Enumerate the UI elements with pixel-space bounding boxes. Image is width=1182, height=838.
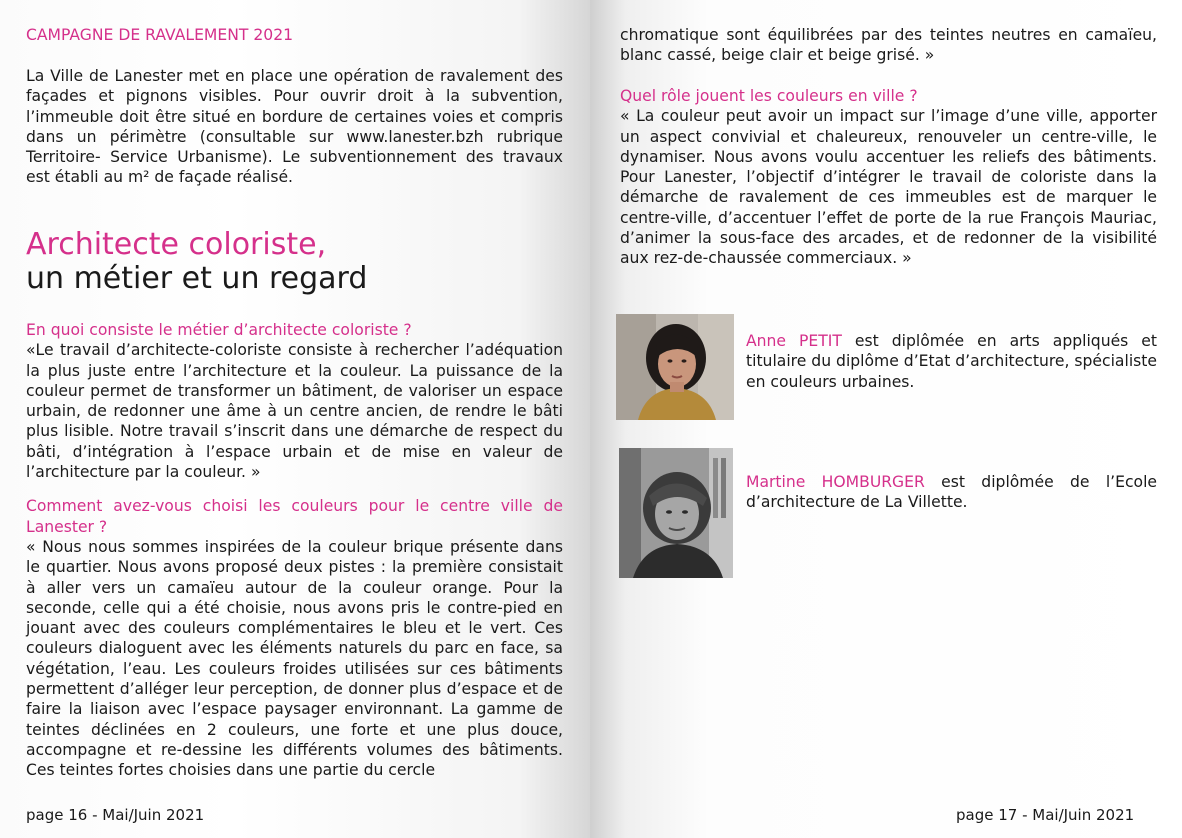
- bio-text-martine-homburger: est diplômée de l’Ecole d’architecture de La Villette.: [746, 473, 1157, 512]
- bio-text-anne-petit: est diplômée en arts appliqués et titulaire du diplôme d’Etat d’architecture, spécialiste en couleurs urbaines.: [746, 332, 1157, 391]
- left-page-footer: page 16 - Mai/Juin 2021: [26, 806, 205, 824]
- bio-martine-homburger: [746, 472, 1157, 513]
- answer-2-continued: chromatique sont équilibrées par des teintes neutres en camaïeu, blanc cassé, beige clair et beige grisé. »: [620, 26, 1157, 65]
- intro-text: La Ville de Lanester met en place une opération de ravalement des façades et pignons visibles. Pour ouvrir droit à la subvention, l’immeuble doit être situé en bordure de certaines voies et compris dans un périmètre (consultable sur www.lanester.bzh rubrique Territoire- Service Urbanisme). Le subventionnement des travaux est établi au m² de façade réalisé.: [26, 67, 563, 187]
- title-line-2: un métier et un regard: [26, 261, 368, 296]
- answer-2-continued-block: [620, 25, 1157, 66]
- question-1: En quoi consiste le métier d’architecte coloriste ?: [26, 321, 412, 339]
- bio-anne-petit: [746, 331, 1157, 392]
- bio-name-anne-petit: Anne PETIT: [746, 332, 842, 350]
- bio-name-martine-homburger: Martine HOMBURGER: [746, 473, 925, 491]
- right-page-footer: page 17 - Mai/Juin 2021: [956, 806, 1135, 824]
- portrait-martine-homburger: [619, 448, 733, 578]
- title-line-1: Architecte coloriste,: [26, 227, 327, 262]
- campaign-kicker: CAMPAGNE DE RAVALEMENT 2021: [26, 26, 294, 44]
- intro-paragraph: [26, 66, 563, 188]
- question-3: Quel rôle jouent les couleurs en ville ?: [620, 87, 918, 105]
- left-page: [0, 0, 590, 838]
- answer-3: « La couleur peut avoir un impact sur l’image d’une ville, apporter un aspect convivial et chaleureux, renouveler un centre-ville, le dynamiser. Nous avons voulu accentuer les reliefs des bâtiments. Pour Lanester, l’objectif d’intégrer le travail de coloriste dans la démarche de ravalement de ces immeubles est de marquer le centre-ville, d’accentuer l’effet de porte de la rue François Mauriac, d’animer la sous-face des arcades, et de redonner de la visibilité aux rez-de-chaussée commerciaux. »: [620, 107, 1157, 268]
- article-title: [26, 228, 566, 296]
- question-2: Comment avez-vous choisi les couleurs pour le centre ville de Lanester ?: [26, 497, 563, 536]
- answer-2: « Nous nous sommes inspirées de la couleur brique présente dans le quartier. Nous avons proposé deux pistes : la première consistait à aller vers un camaïeu autour de la couleur orange. Pour la seconde, celle qui a été choisie, nous avons pris le contre-pied en jouant avec des couleurs complémentaires le bleu et le vert. Ces couleurs dialoguent avec les éléments naturels du parc en face, sa végétation, l’eau. Les couleurs froides utilisées sur ces bâtiments permettent d’alléger leur perception, de donner plus d’espace et de faire la liaison avec l’espace paysager environnant. La gamme de teintes déclinées en 2 couleurs, une forte et une plus douce, accompagne et re-dessine les différents volumes des bâtiments. Ces teintes fortes choisies dans une partie du cercle: [26, 537, 563, 780]
- interview-right-column: [620, 86, 1157, 269]
- portrait-anne-petit: [616, 314, 734, 420]
- answer-1: «Le travail d’architecte-coloriste consiste à rechercher l’adéquation la plus juste entre l’architecture et la couleur. La puissance de la couleur permet de transformer un bâtiment, de valoriser un espace urbain, de redonner une âme à un centre ancien, de rendre le bâti plus lisible. Notre travail s’inscrit dans une démarche de respect du bâti, d’intégration à l’espace urbain et de mise en valeur de l’architecture par la couleur. »: [26, 341, 563, 482]
- interview-left-column: [26, 320, 563, 781]
